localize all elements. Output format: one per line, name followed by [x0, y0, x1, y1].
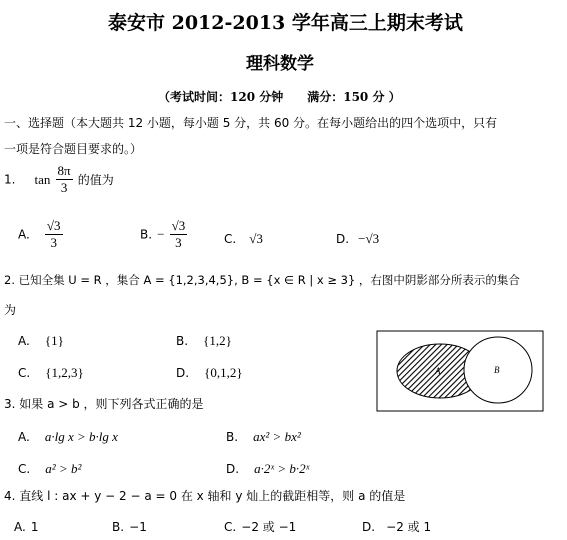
- set-b-label: B: [494, 365, 500, 375]
- q1-option-c: [224, 228, 263, 247]
- option-label: B.: [112, 520, 125, 534]
- option-label: A.: [18, 227, 30, 242]
- option-label: A.: [18, 430, 30, 444]
- option-label: D.: [226, 462, 240, 476]
- option-label: D.: [336, 232, 350, 246]
- option-label: C.: [18, 462, 31, 476]
- option-value: a² > b²: [45, 461, 82, 476]
- exam-info: （考试时间：120 分钟 满分：150 分 ）: [158, 90, 401, 104]
- q1-a-fraction: [45, 218, 63, 251]
- option-value: 1: [30, 520, 39, 534]
- option-value: a·lg x > b·lg x: [44, 429, 118, 444]
- q4-option-a: [14, 516, 39, 535]
- page-title: 泰安市 2012-2013 学年高三上期末考试: [108, 12, 463, 34]
- q2-stem-line2: 为: [4, 303, 17, 317]
- venn-diagram: [376, 330, 544, 412]
- q2-option-d: [176, 362, 243, 381]
- q1-fraction: [56, 163, 73, 196]
- q1-option-a: [18, 218, 63, 251]
- q1-number: 1.: [4, 172, 16, 187]
- q2-option-b: [176, 330, 232, 349]
- set-a-label: A: [435, 366, 441, 376]
- frac-num: √3: [171, 218, 186, 233]
- q1-frac-num: 8π: [57, 163, 71, 178]
- option-value: −2 或 −1: [241, 520, 297, 534]
- q3-option-c: [18, 458, 81, 477]
- option-value: −2 或 1: [386, 520, 432, 534]
- frac-den: 3: [175, 235, 182, 250]
- option-label: B.: [226, 430, 239, 444]
- q2-stem-line1: 2. 已知全集 U = R ，集合 A = {1,2,3,4,5}, B = {x ∈ R | x ≥ 3} ，右图中阴影部分所表示的集合: [4, 273, 520, 287]
- option-label: C.: [18, 366, 31, 380]
- q3-option-b: [226, 426, 301, 445]
- q3-option-d: [226, 458, 309, 477]
- option-value: ax² > bx²: [253, 429, 301, 444]
- option-value: −1: [129, 520, 147, 534]
- q2-option-c: [18, 362, 84, 381]
- question-1: [4, 163, 114, 196]
- q1-option-d: [336, 228, 379, 247]
- option-value: {0,1,2}: [204, 365, 243, 380]
- q1-frac-den: 3: [60, 180, 68, 195]
- q2-option-a: [18, 330, 64, 349]
- q4-option-b: [112, 516, 147, 535]
- q3-option-a: [18, 426, 118, 445]
- q4-option-d: [362, 516, 431, 535]
- minus-sign: −: [157, 226, 165, 242]
- q1-tail: 的值为: [77, 173, 114, 187]
- option-value: √3: [249, 231, 263, 246]
- option-label: B.: [176, 334, 189, 348]
- section-intro-line1: 一、选择题（本大题共 12 小题，每小题 5 分，共 60 分。在每小题给出的四个选项中，只有: [4, 116, 498, 130]
- option-value: −√3: [358, 231, 380, 246]
- option-label: D.: [362, 520, 376, 534]
- q1-option-b: [140, 218, 187, 251]
- page-subtitle: 理科数学: [246, 54, 314, 74]
- section-intro-line2: 一项是符合题目要求的。）: [4, 142, 143, 156]
- q1-tan: tan: [34, 171, 51, 187]
- q3-stem: 3. 如果 a > b ，则下列各式正确的是: [4, 397, 204, 411]
- option-label: A.: [18, 334, 30, 348]
- option-value: {1,2}: [203, 333, 232, 348]
- option-label: B.: [140, 227, 153, 242]
- option-label: C.: [224, 520, 237, 534]
- option-label: A.: [14, 520, 26, 534]
- q1-b-fraction: [170, 218, 188, 251]
- frac-num: √3: [46, 218, 61, 233]
- q4-option-c: [224, 516, 296, 535]
- option-label: D.: [176, 366, 190, 380]
- option-label: C.: [224, 232, 237, 246]
- frac-den: 3: [50, 235, 57, 250]
- option-value: a·2ˣ > b·2ˣ: [254, 461, 310, 476]
- option-value: {1}: [44, 333, 64, 348]
- q4-stem: 4. 直线 l : ax + y − 2 − a = 0 在 x 轴和 y 灿上的截距相等，则 a 的值是: [4, 489, 406, 503]
- option-value: {1,2,3}: [45, 365, 84, 380]
